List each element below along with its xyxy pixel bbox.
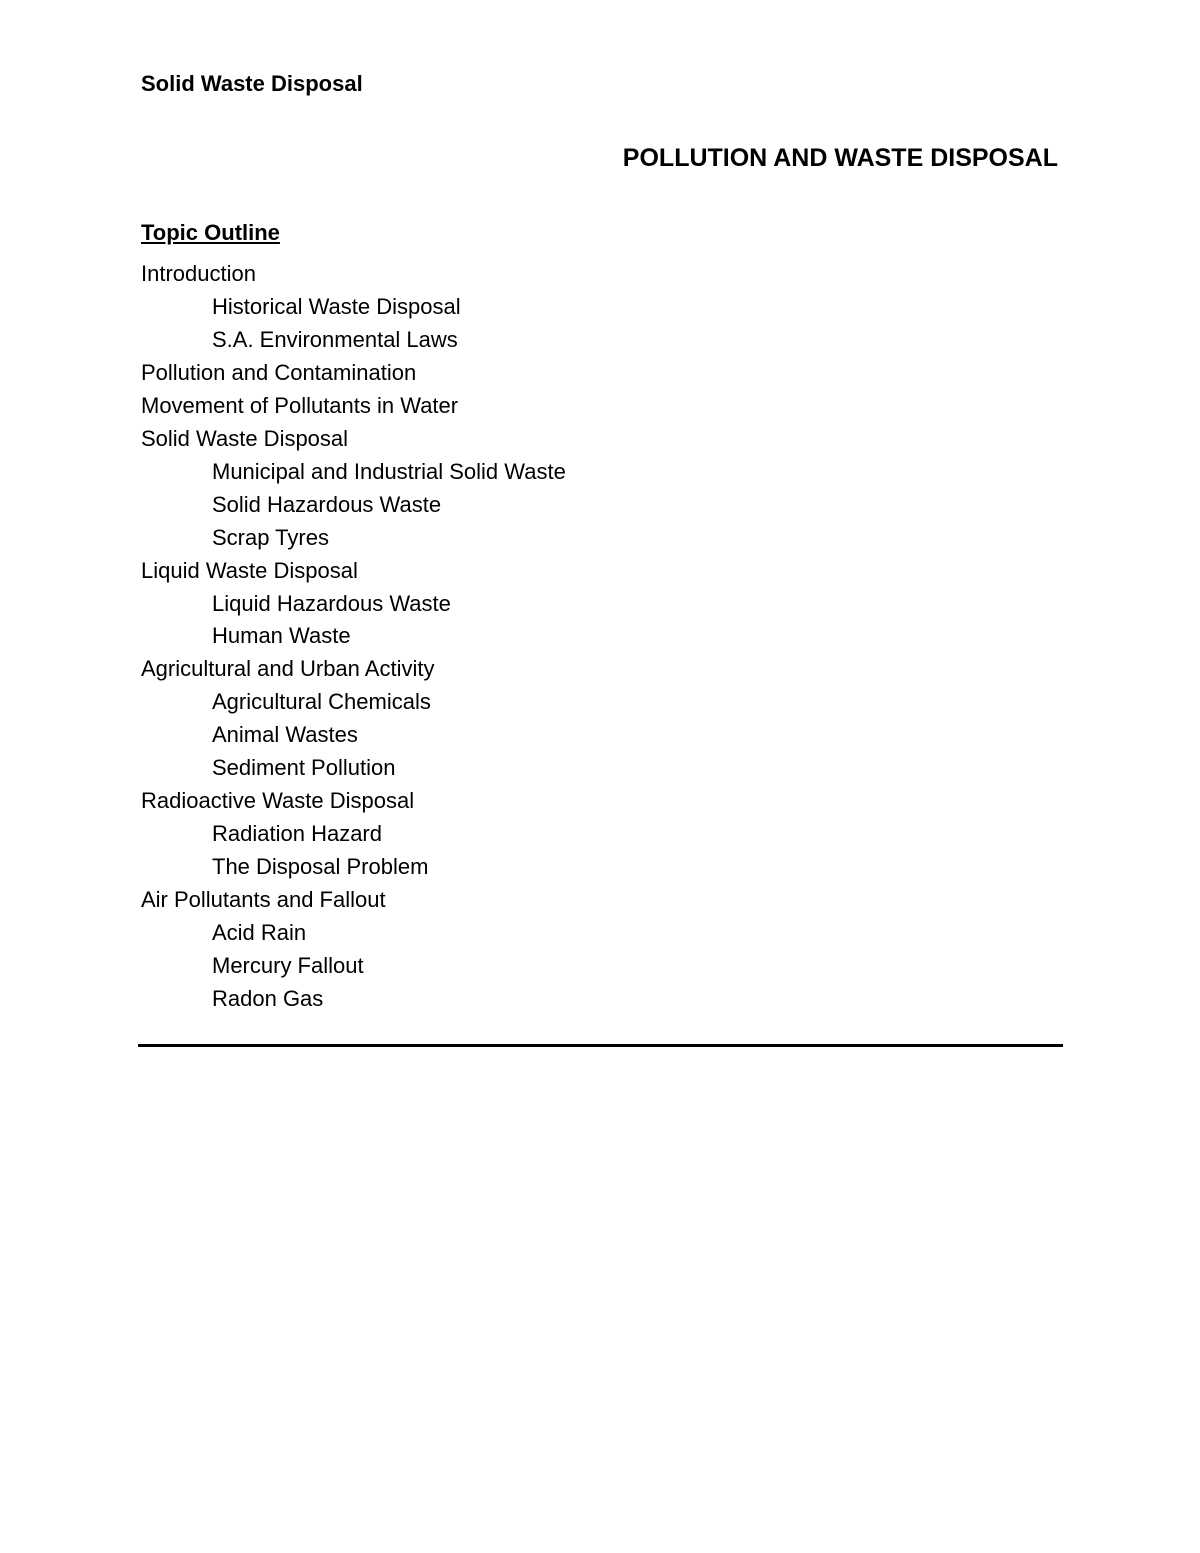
outline-subtopic: Mercury Fallout bbox=[212, 953, 364, 979]
outline-topic: Introduction bbox=[141, 261, 256, 286]
outline-subtopic: The Disposal Problem bbox=[212, 854, 429, 880]
outline-subtopic: Radon Gas bbox=[212, 985, 324, 1011]
running-header-title: Solid Waste Disposal bbox=[141, 71, 363, 96]
outline-subtopic: Historical Waste Disposal bbox=[212, 293, 461, 319]
outline-subtopic: Sediment Pollution bbox=[212, 755, 396, 781]
outline-topic: Agricultural and Urban Activity bbox=[141, 656, 435, 682]
outline-topic: Liquid Waste Disposal bbox=[141, 557, 358, 583]
outline-subtopic: Liquid Hazardous Waste bbox=[212, 590, 451, 616]
outline-subtopic: Municipal and Industrial Solid Waste bbox=[212, 458, 566, 484]
outline-subtopic: Solid Hazardous Waste bbox=[212, 491, 442, 517]
outline-subtopic: Agricultural Chemicals bbox=[212, 689, 431, 715]
topic-outline-heading: Topic Outline bbox=[141, 220, 280, 245]
outline-subtopic: Acid Rain bbox=[212, 920, 307, 946]
outline-topic: Pollution and Contamination bbox=[141, 359, 417, 385]
outline-subtopic: Scrap Tyres bbox=[212, 524, 329, 550]
outline-topic: Radioactive Waste Disposal bbox=[141, 788, 415, 814]
outline-subtopic: S.A. Environmental Laws bbox=[212, 326, 458, 352]
horizontal-divider bbox=[138, 1044, 1063, 1047]
outline-subtopic: Human Waste bbox=[212, 623, 351, 649]
page-title: POLLUTION AND WASTE DISPOSAL bbox=[622, 144, 1058, 172]
topic-outline-list bbox=[141, 258, 566, 1016]
outline-topic: Movement of Pollutants in Water bbox=[141, 392, 459, 418]
outline-topic: Air Pollutants and Fallout bbox=[141, 887, 386, 913]
outline-subtopic: Radiation Hazard bbox=[212, 821, 382, 847]
outline-subtopic: Animal Wastes bbox=[212, 722, 358, 748]
outline-topic: Solid Waste Disposal bbox=[141, 425, 349, 451]
